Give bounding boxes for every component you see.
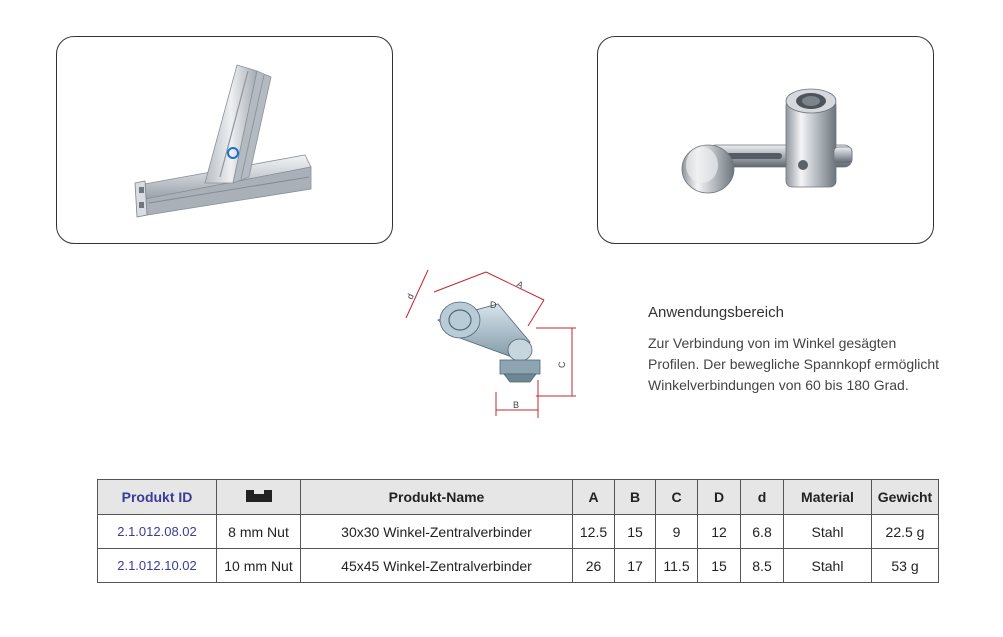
header-produkt-name: Produkt-Name bbox=[301, 480, 573, 515]
connector-photo bbox=[597, 36, 934, 244]
angled-profile-illustration bbox=[57, 37, 393, 244]
cell-d-lower: 8.5 bbox=[741, 549, 784, 583]
table-header-row bbox=[98, 480, 939, 515]
cell-d-upper: 12 bbox=[698, 515, 741, 549]
header-gewicht: Gewicht bbox=[872, 480, 939, 515]
cell-nut: 8 mm Nut bbox=[217, 515, 301, 549]
cell-gewicht: 53 g bbox=[872, 549, 939, 583]
cell-produkt-id[interactable]: 2.1.012.08.02 bbox=[98, 515, 217, 549]
table-row bbox=[98, 515, 939, 549]
table-row bbox=[98, 549, 939, 583]
label-a: A bbox=[515, 278, 525, 291]
header-c: C bbox=[656, 480, 698, 515]
label-c: C bbox=[557, 361, 567, 368]
label-b: B bbox=[513, 400, 520, 410]
header-a: A bbox=[573, 480, 615, 515]
header-d-lower: d bbox=[741, 480, 784, 515]
cell-b: 15 bbox=[615, 515, 656, 549]
connector-drawing bbox=[438, 302, 540, 382]
label-d-upper: D bbox=[490, 300, 497, 310]
cell-material: Stahl bbox=[784, 549, 872, 583]
cell-produkt-id[interactable]: 2.1.012.10.02 bbox=[98, 549, 217, 583]
dimension-diagram bbox=[398, 262, 588, 422]
cell-d-lower: 6.8 bbox=[741, 515, 784, 549]
header-material: Material bbox=[784, 480, 872, 515]
header-d-upper: D bbox=[698, 480, 741, 515]
central-connector-illustration bbox=[598, 37, 934, 244]
cell-c: 9 bbox=[656, 515, 698, 549]
label-d-lower: d bbox=[404, 292, 416, 301]
profile-connection-photo bbox=[56, 36, 393, 244]
cell-d-upper: 15 bbox=[698, 549, 741, 583]
header-groove bbox=[217, 480, 301, 515]
cell-material: Stahl bbox=[784, 515, 872, 549]
groove-profile-icon bbox=[244, 488, 274, 504]
header-produkt-id: Produkt ID bbox=[98, 480, 217, 515]
info-title: Anwendungsbereich bbox=[648, 304, 784, 321]
cell-b: 17 bbox=[615, 549, 656, 583]
product-table bbox=[97, 479, 939, 583]
cell-a: 12.5 bbox=[573, 515, 615, 549]
cell-gewicht: 22.5 g bbox=[872, 515, 939, 549]
cell-c: 11.5 bbox=[656, 549, 698, 583]
info-description: Zur Verbindung von im Winkel gesägten Profilen. Der bewegliche Spannkopf ermöglicht Winkelverbindungen von 60 bis 180 Grad. bbox=[648, 335, 940, 393]
cell-nut: 10 mm Nut bbox=[217, 549, 301, 583]
cell-produkt-name: 45x45 Winkel-Zentralverbinder bbox=[301, 549, 573, 583]
application-info bbox=[648, 304, 948, 396]
cell-a: 26 bbox=[573, 549, 615, 583]
header-b: B bbox=[615, 480, 656, 515]
cell-produkt-name: 30x30 Winkel-Zentralverbinder bbox=[301, 515, 573, 549]
